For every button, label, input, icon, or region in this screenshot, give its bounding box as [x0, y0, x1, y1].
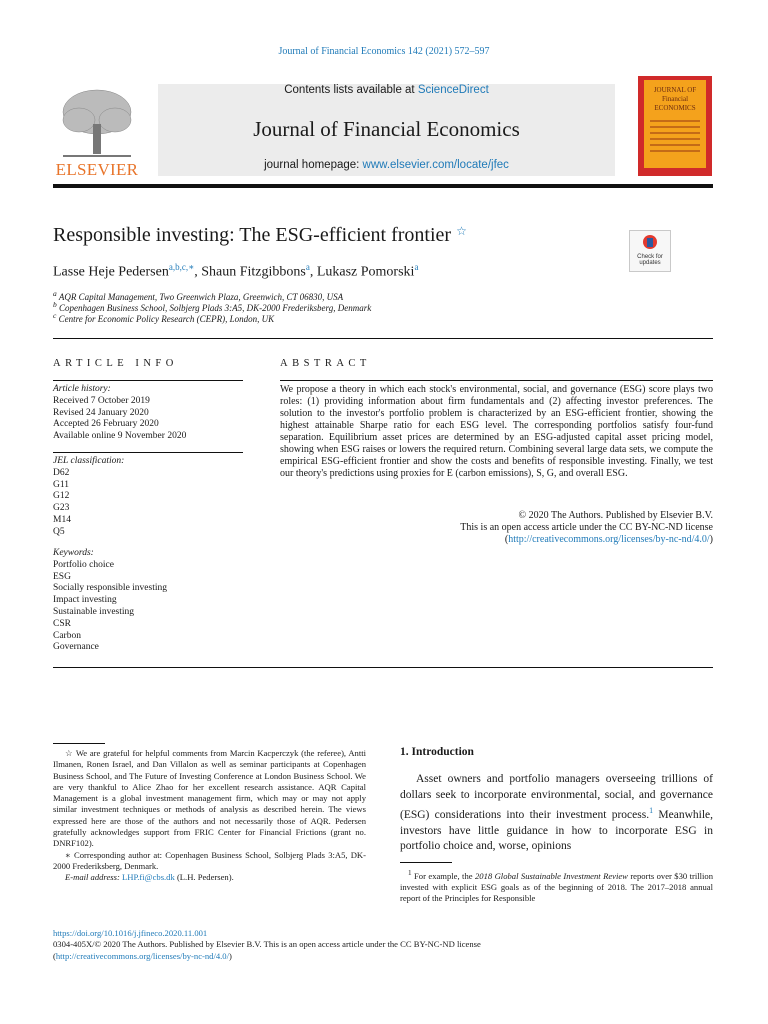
homepage-prefix: journal homepage: — [264, 159, 363, 171]
footnote-mark: 1 — [408, 869, 412, 877]
author-list: Lasse Heje Pedersen$^{a,b,c,∗}$, Shaun Fitzgibbons$^a$, Lukasz Pomorski$^a$ — [53, 262, 419, 280]
jel-code: G11 — [53, 479, 70, 490]
journal-title: Journal of Financial Economics — [253, 117, 520, 141]
article-info-heading: ARTICLE INFO — [53, 358, 178, 369]
keyword: ESG — [53, 571, 71, 582]
affiliation-mark: a — [53, 289, 57, 298]
abstract-license: This is an open access article under the CC BY-NC-ND license — [460, 522, 713, 533]
footnote-rule — [400, 862, 452, 863]
abstract-copyright: © 2020 The Authors. Published by Elsevier B.V. — [518, 510, 713, 521]
article-title-text: Responsible investing: The ESG-efficient frontier — [53, 224, 452, 246]
check-updates-label: Check for updates — [637, 254, 663, 266]
bottom-license-link[interactable]: http://creativecommons.org/licenses/by-nc-nd/4.0/ — [55, 950, 229, 961]
affiliation-text: AQR Capital Management, Two Greenwich Plaza, Greenwich, CT 06830, USA — [58, 292, 344, 302]
intro-text-b: Meanwhile, investors have little guidance in how to incorporate ESG in portfolio choice and, worse, opinions — [400, 809, 713, 853]
homepage-link[interactable]: www.elsevier.com/locate/jfec — [362, 159, 509, 171]
footnote-rule — [53, 743, 105, 744]
footnotes-left — [53, 748, 366, 884]
jel-code: G12 — [53, 491, 70, 502]
keyword: Governance — [53, 642, 99, 653]
acknowledgement-text: We are grateful for helpful comments from Marcin Kacperczyk (the referee), Antti Ilmanen, Ronen Israel, and Dan Villalon as well as seminar participants at Copenhagen Business School, and The Future of Investing Conference at London Business School. We are very thankful to Alice Zhao for her excellent research assistance. AQR Capital Management is a global investment management firm, which may or may not apply similar investment techniques or methods of analysis as described herein. The views expressed here are those of the authors and not necessarily those of AQR. Pedersen gratefully acknowledges support from FRIC Center for Financial Frictions (grant no. DNRF102). — [53, 748, 366, 849]
abstract-text: We propose a theory in which each stock's environmental, social, and governance (ESG) score plays two roles: (1) providing information about firm fundamentals and (2) affecting investor preferences. The solution to the investor's portfolio problem is characterized by an ESG-efficient frontier, showing the highest attainable Sharpe ratio for each ESG level. The corresponding portfolios satisfy four-fund separation. Equilibrium asset prices are determined by an ESG-adjusted capital asset pricing model, showing when ESG raises or lowers the required return. Combining several large data sets, we compute the empirical ESG-efficient frontier and show the costs and benefits of responsible investing. Finally, we test our theory's predictions using proxies for E (carbon emissions), S, G, and overall ESG. — [280, 384, 713, 479]
author-name: Lasse Heje Pedersen — [53, 264, 169, 280]
intro-text-a: Asset owners and portfolio managers overseeing trillions of dollars seek to incorporate environmental, social, and governance (ESG) considerations into their investment process. — [400, 773, 713, 822]
article-title — [53, 224, 467, 247]
cover-decoration — [650, 120, 700, 156]
divider — [53, 452, 243, 453]
contents-line — [158, 84, 615, 96]
journal-reference[interactable]: Journal of Financial Economics 142 (2021) 572–597 — [278, 46, 490, 57]
affiliation — [53, 311, 274, 324]
article-history — [53, 384, 243, 443]
history-item: Available online 9 November 2020 — [53, 431, 187, 442]
divider — [53, 380, 243, 381]
email-label: E-mail address: — [65, 872, 120, 883]
abstract-license-link: (http://creativecommons.org/licenses/by-nc-nd/4.0/) — [504, 534, 713, 545]
jel-code: D62 — [53, 467, 70, 478]
jel-code: M14 — [53, 514, 71, 525]
jel-classification — [53, 456, 243, 539]
history-label: Article history: — [53, 384, 111, 394]
issn-line: 0304-405X/© 2020 The Authors. Published by Elsevier B.V. This is an open access article under the CC BY-NC-ND license — [53, 939, 481, 950]
affiliation-mark: c — [53, 311, 57, 320]
introduction-heading: 1. Introduction — [400, 746, 474, 758]
footnote-asterisk: ∗ — [65, 849, 75, 860]
footnote-star: ☆ — [65, 748, 76, 758]
homepage-line — [158, 159, 615, 171]
jel-label: JEL classification: — [53, 456, 125, 466]
journal-banner — [158, 84, 615, 176]
email-link[interactable]: LHP.fi@cbs.dk — [121, 872, 175, 883]
doi-link[interactable]: https://doi.org/10.1016/j.jfineco.2020.11.001 — [53, 928, 208, 938]
author-affil-mark[interactable]: a,b,c,∗ — [168, 262, 195, 272]
keyword: Portfolio choice — [53, 559, 114, 570]
header-rule — [53, 184, 713, 188]
publisher-name: ELSEVIER — [55, 160, 139, 179]
sciencedirect-link[interactable]: ScienceDirect — [417, 84, 489, 96]
keyword: Carbon — [53, 630, 81, 641]
abstract-heading: ABSTRACT — [280, 358, 371, 369]
check-for-updates-button[interactable] — [629, 230, 671, 272]
divider — [280, 380, 713, 381]
history-item: Received 7 October 2019 — [53, 395, 150, 406]
history-item: Accepted 26 February 2020 — [53, 419, 159, 430]
author-affil-mark[interactable]: a — [414, 262, 419, 272]
divider — [53, 338, 713, 339]
keywords-label: Keywords: — [53, 548, 94, 558]
footnote-text: reports over $30 trillion invested with explicit ESG goals as of the beginning of 2018. The 2017–2018 annual report of the Principles for Responsible — [400, 870, 714, 904]
corresponding-author-text: Corresponding author at: Copenhagen Business School, Solbjerg Plads 3:A5, DK-2000 Frederiksberg, Denmark. — [53, 849, 366, 871]
author-name: Lukasz Pomorski — [316, 264, 415, 280]
divider — [53, 667, 713, 668]
introduction-text — [400, 772, 713, 855]
affiliation-text: Centre for Economic Policy Research (CEPR), London, UK — [58, 314, 275, 324]
footnote-1 — [400, 868, 713, 905]
license-link[interactable]: http://creativecommons.org/licenses/by-nc-nd/4.0/ — [508, 534, 710, 545]
author-name: Shaun Fitzgibbons — [201, 264, 306, 280]
keyword: Socially responsible investing — [53, 583, 167, 594]
history-item: Revised 24 January 2020 — [53, 407, 149, 418]
affiliation-mark: b — [53, 300, 57, 309]
contents-prefix: Contents lists available at — [284, 84, 418, 96]
bookmark-icon — [642, 234, 658, 252]
jel-code: Q5 — [53, 526, 65, 537]
bottom-license-line: (http://creativecommons.org/licenses/by-nc-nd/4.0/) — [53, 950, 232, 961]
author-affil-mark[interactable]: a — [305, 262, 310, 272]
bottom-info — [53, 928, 713, 962]
affiliation-text: Copenhagen Business School, Solbjerg Plads 3:A5, DK-2000 Frederiksberg, Denmark — [59, 303, 372, 313]
footnote-text: For example, the — [414, 870, 475, 881]
cover-panel — [644, 80, 706, 168]
keywords — [53, 548, 243, 654]
keyword: Sustainable investing — [53, 606, 135, 617]
footnote-italic: 2018 Global Sustainable Investment Review — [474, 870, 628, 881]
keyword: CSR — [53, 618, 71, 629]
jel-code: G23 — [53, 503, 70, 514]
cover-title: JOURNAL OF Financial ECONOMICS — [653, 86, 697, 112]
title-footnote-star[interactable]: ☆ — [456, 224, 467, 238]
keyword: Impact investing — [53, 595, 117, 606]
email-suffix: (L.H. Pedersen). — [176, 872, 234, 883]
journal-cover[interactable] — [638, 76, 712, 176]
footnote-ref[interactable]: 1 — [649, 806, 654, 816]
